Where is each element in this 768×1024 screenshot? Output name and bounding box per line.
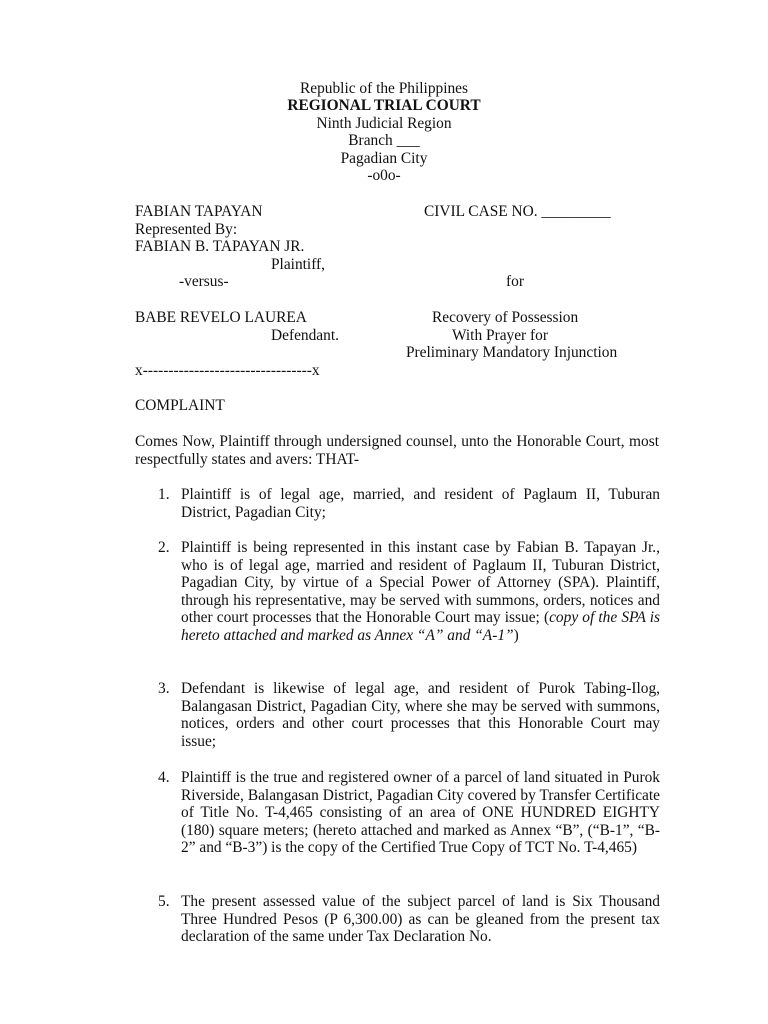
list-item (158, 769, 660, 857)
header-region: Ninth Judicial Region (316, 115, 452, 132)
plaintiff-label: Plaintiff, (271, 256, 326, 273)
item-number: 5. (158, 893, 170, 910)
civil-case-number: CIVIL CASE NO. _________ (424, 203, 611, 220)
list-item (158, 539, 660, 645)
item-number: 3. (158, 680, 170, 697)
intro-paragraph: Comes Now, Plaintiff through undersigned counsel, unto the Honorable Court, most respectfully states and avers: THAT- (135, 433, 659, 468)
item-text-main: Plaintiff is being represented in this instant case by Fabian B. Tapayan Jr., who is of legal age, married and resident of Paglaum II, Tuburan District, Pagadian City, by virtue of a Special Power of Attorney (SPA). Plaintiff, through his representative, may be served with summons, orders, notices and other court processes that the Honorable Court may issue; ( (181, 539, 660, 627)
caption-separator: x---------------------------------x (135, 362, 320, 379)
defendant-label: Defendant. (271, 327, 339, 344)
item-number: 1. (158, 486, 170, 503)
header-ornament: -o0o- (367, 167, 401, 184)
item-text: Defendant is likewise of legal age, and resident of Purok Tabing-Ilog, Balangasan District, Pagadian City, where she may be served with summons, notices, orders and other court processes that this Honorable Court may issue; (181, 680, 660, 750)
document-title: COMPLAINT (135, 397, 225, 414)
versus-label: -versus- (179, 273, 229, 290)
header-branch: Branch ___ (348, 132, 420, 149)
defendant-name: BABE REVELO LAUREA (135, 309, 307, 326)
list-item (158, 893, 660, 946)
item-text (181, 539, 660, 645)
list-item (158, 680, 660, 750)
plaintiff-name: FABIAN TAPAYAN (135, 203, 263, 220)
represented-by: Represented By: (135, 221, 238, 238)
annex-reference: copy of the SPA is hereto attached and marked as Annex “A” and “A-1” (181, 609, 660, 644)
for-label: for (506, 273, 524, 290)
item-text-tail: ) (513, 626, 519, 644)
list-item (158, 486, 660, 521)
nature-of-action-2: With Prayer for (452, 327, 548, 344)
item-text: Plaintiff is of legal age, married, and resident of Paglaum II, Tuburan District, Pagadian City; (181, 486, 660, 521)
item-text: The present assessed value of the subject parcel of land is Six Thousand Three Hundred Pesos (P 6,300.00) as can be gleaned from the present tax declaration of the same under Tax Declaration No. (181, 893, 660, 946)
nature-of-action-3: Preliminary Mandatory Injunction (406, 344, 618, 361)
item-number: 2. (158, 539, 170, 556)
header-republic: Republic of the Philippines (300, 80, 468, 97)
item-number: 4. (158, 769, 170, 786)
header-city: Pagadian City (340, 150, 428, 167)
nature-of-action-1: Recovery of Possession (432, 309, 579, 326)
representative-name: FABIAN B. TAPAYAN JR. (135, 238, 305, 255)
item-text: Plaintiff is the true and registered owner of a parcel of land situated in Purok Riverside, Balangasan District, Pagadian City covered by Transfer Certificate of Title No. T-4,465 consisting of an area of ONE HUNDRED EIGHTY (180) square meters; (hereto attached and marked as Annex “B”, (“B-1”, “B-2” and “B-3”) is the copy of the Certified True Copy of TCT No. T-4,465) (181, 769, 660, 857)
header-court: REGIONAL TRIAL COURT (287, 97, 481, 114)
